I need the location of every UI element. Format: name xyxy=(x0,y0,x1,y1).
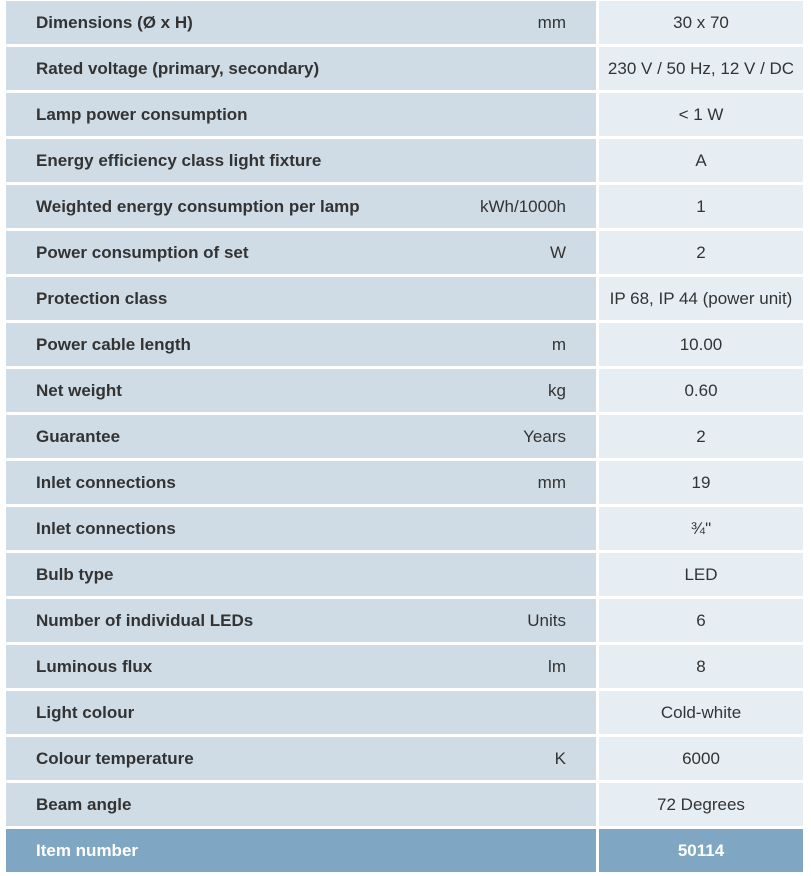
table-row xyxy=(6,1,803,47)
row-label: Protection class xyxy=(6,277,400,323)
table-row xyxy=(6,553,803,599)
item-number-row xyxy=(6,829,803,875)
row-label: Dimensions (Ø x H) xyxy=(6,1,400,47)
row-unit: lm xyxy=(400,645,599,691)
table-row xyxy=(6,93,803,139)
table-row xyxy=(6,737,803,783)
row-label: Power cable length xyxy=(6,323,400,369)
row-unit: m xyxy=(400,323,599,369)
table-row xyxy=(6,691,803,737)
table-row xyxy=(6,507,803,553)
row-unit: K xyxy=(400,737,599,783)
row-label: Bulb type xyxy=(6,553,400,599)
row-label: Inlet connections xyxy=(6,461,400,507)
table-row xyxy=(6,645,803,691)
row-unit: mm xyxy=(400,1,599,47)
row-label: Beam angle xyxy=(6,783,400,829)
row-label: Luminous flux xyxy=(6,645,400,691)
row-value: < 1 W xyxy=(599,93,803,139)
row-label: Colour temperature xyxy=(6,737,400,783)
row-unit: Years xyxy=(400,415,599,461)
row-label: Light colour xyxy=(6,691,400,737)
table-row xyxy=(6,185,803,231)
row-unit xyxy=(400,553,599,599)
table-row xyxy=(6,323,803,369)
item-number-value: 50114 xyxy=(599,829,803,875)
table-row xyxy=(6,461,803,507)
row-value: 72 Degrees xyxy=(599,783,803,829)
row-label: Net weight xyxy=(6,369,400,415)
row-unit xyxy=(400,783,599,829)
row-value: 6 xyxy=(599,599,803,645)
row-unit: Units xyxy=(400,599,599,645)
row-unit xyxy=(400,277,599,323)
row-value: 19 xyxy=(599,461,803,507)
table-row xyxy=(6,139,803,185)
row-value: IP 68, IP 44 (power unit) xyxy=(599,277,803,323)
spec-table xyxy=(6,1,803,875)
row-value: LED xyxy=(599,553,803,599)
row-value: 1 xyxy=(599,185,803,231)
row-label: Weighted energy consumption per lamp xyxy=(6,185,400,231)
row-value: 2 xyxy=(599,231,803,277)
row-unit xyxy=(400,507,599,553)
row-label: Energy efficiency class light fixture xyxy=(6,139,400,185)
row-unit xyxy=(400,691,599,737)
table-row xyxy=(6,415,803,461)
row-value: A xyxy=(599,139,803,185)
item-number-unit xyxy=(400,829,599,875)
row-label: Number of individual LEDs xyxy=(6,599,400,645)
row-value: ¾" xyxy=(599,507,803,553)
table-row xyxy=(6,783,803,829)
row-unit: W xyxy=(400,231,599,277)
item-number-label: Item number xyxy=(6,829,400,875)
table-row xyxy=(6,231,803,277)
row-value: 0.60 xyxy=(599,369,803,415)
row-value: 30 x 70 xyxy=(599,1,803,47)
row-value: 230 V / 50 Hz, 12 V / DC xyxy=(599,47,803,93)
row-label: Rated voltage (primary, secondary) xyxy=(6,47,400,93)
row-unit xyxy=(400,93,599,139)
row-value: 2 xyxy=(599,415,803,461)
table-row xyxy=(6,599,803,645)
table-row xyxy=(6,47,803,93)
row-unit xyxy=(400,47,599,93)
row-label: Guarantee xyxy=(6,415,400,461)
row-label: Power consumption of set xyxy=(6,231,400,277)
row-value: 6000 xyxy=(599,737,803,783)
row-value: Cold-white xyxy=(599,691,803,737)
row-unit: mm xyxy=(400,461,599,507)
row-value: 10.00 xyxy=(599,323,803,369)
row-label: Inlet connections xyxy=(6,507,400,553)
table-row xyxy=(6,277,803,323)
row-unit: kg xyxy=(400,369,599,415)
row-unit: kWh/1000h xyxy=(400,185,599,231)
row-value: 8 xyxy=(599,645,803,691)
row-label: Lamp power consumption xyxy=(6,93,400,139)
row-unit xyxy=(400,139,599,185)
spec-table-body xyxy=(6,1,803,875)
table-row xyxy=(6,369,803,415)
